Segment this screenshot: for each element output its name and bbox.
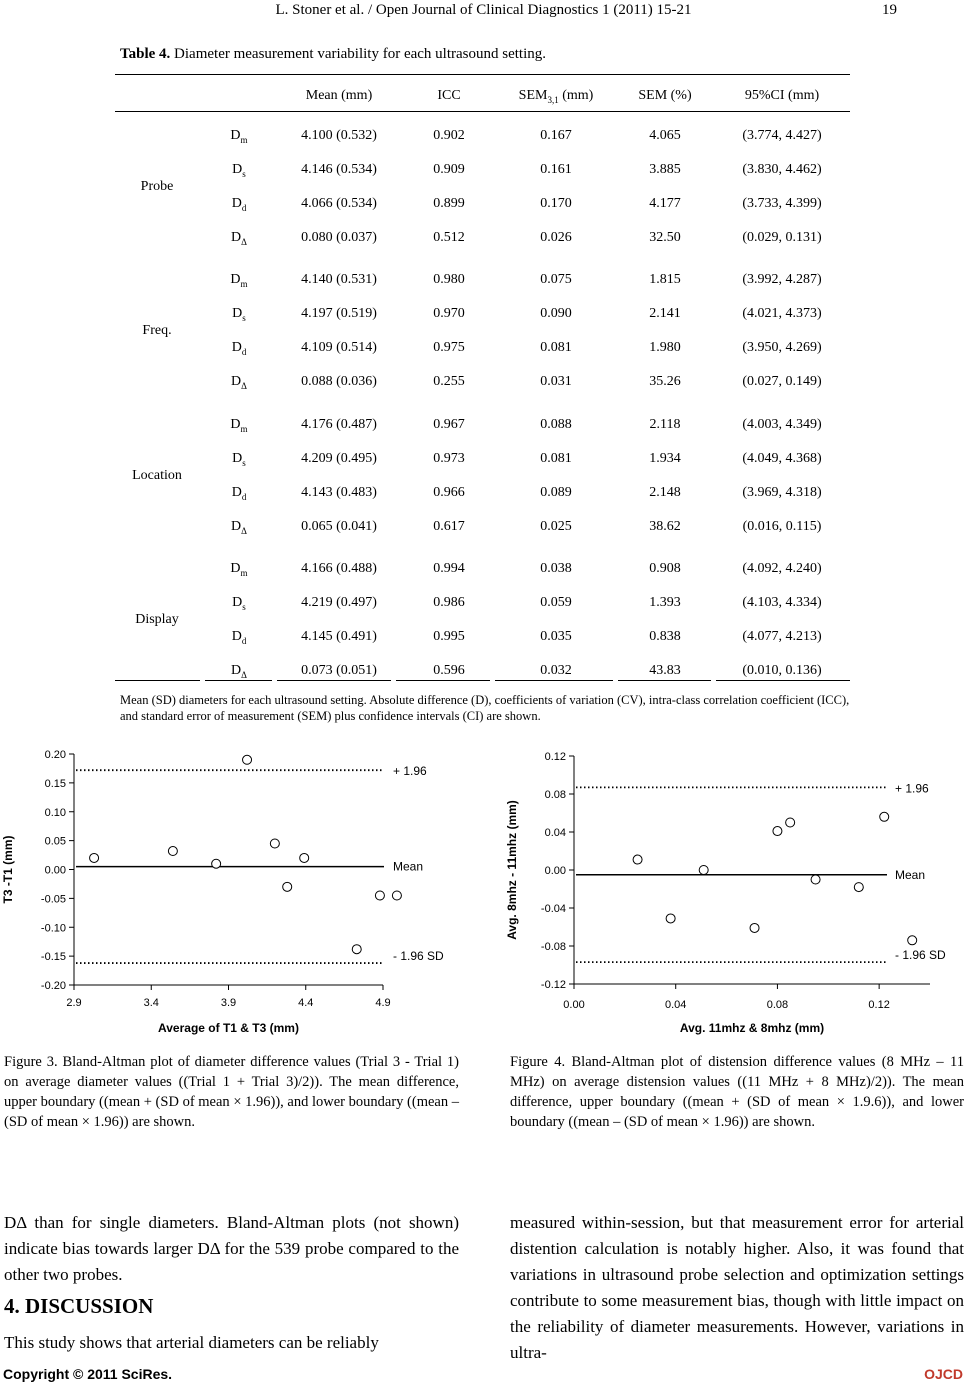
cell-sem-pct: 43.83 xyxy=(649,663,681,678)
footer-journal: OJCD xyxy=(924,1366,963,1382)
row-measure-sub: m xyxy=(240,423,248,434)
row-measure-sub: s xyxy=(242,457,246,468)
cell-sem-pct: 32.50 xyxy=(649,230,681,245)
y-tick-label: 0.00 xyxy=(44,864,66,877)
y-tick-label: 0.20 xyxy=(44,749,66,761)
reference-line-label: Mean xyxy=(393,859,424,874)
row-measure xyxy=(232,306,246,323)
footer-copyright: Copyright © 2011 SciRes. xyxy=(3,1366,173,1382)
cell-mean: 0.080 (0.037) xyxy=(301,230,377,245)
data-point xyxy=(283,882,292,891)
cell-mean: 4.209 (0.495) xyxy=(301,451,377,466)
row-measure xyxy=(232,196,247,213)
data-point xyxy=(908,936,917,945)
cell-sem: 0.081 xyxy=(540,451,572,466)
cell-mean: 4.197 (0.519) xyxy=(301,306,377,321)
table-header-rule xyxy=(115,111,850,112)
col-header-sem-base: SEM xyxy=(518,88,548,103)
cell-mean: 4.066 (0.534) xyxy=(301,196,377,211)
group-label: Display xyxy=(135,612,179,627)
cell-icc: 0.512 xyxy=(433,230,465,245)
cell-sem-pct: 35.26 xyxy=(649,374,681,389)
cell-ci: (3.992, 4.287) xyxy=(742,272,822,287)
row-measure-sub: m xyxy=(240,278,248,289)
cell-sem: 0.167 xyxy=(540,128,572,143)
y-tick-label: 0.15 xyxy=(44,777,66,790)
cell-icc: 0.966 xyxy=(433,485,465,500)
table-bottom-rule xyxy=(618,680,711,681)
x-tick-label: 2.9 xyxy=(66,997,82,1009)
cell-ci: (0.027, 0.149) xyxy=(742,374,822,389)
group-label: Location xyxy=(132,468,182,483)
cell-sem: 0.088 xyxy=(540,417,572,432)
cell-icc: 0.970 xyxy=(433,306,465,321)
figure-3-caption: Figure 3. Bland-Altman plot of diameter difference values (Trial 3 - Trial 1) on average diameter values ((Trial 1 + Trial 3)/2)). The mean difference, upper boundary ((mean + (SD of mean × 1.96)), and lower boundary ((mean – (SD of mean × 1.96)) are shown. xyxy=(4,1054,459,1130)
table-bottom-rule xyxy=(115,680,200,681)
cell-ci: (3.733, 4.399) xyxy=(742,196,822,211)
cell-icc: 0.973 xyxy=(433,451,465,466)
cell-sem: 0.075 xyxy=(540,272,572,287)
data-point xyxy=(666,914,675,923)
row-measure-sub: Δ xyxy=(241,380,247,391)
reference-line-label: - 1.96 SD xyxy=(393,949,444,964)
cell-sem: 0.031 xyxy=(540,374,572,389)
x-tick-label: 4.9 xyxy=(375,997,391,1009)
row-measure-sub: m xyxy=(240,567,248,578)
left-column-text: DΔ than for single diameters. Bland-Altman plots (not shown) indicate bias towards larger DΔ for the 539 probe compared to the other two probes. xyxy=(4,1213,459,1284)
row-measure-base: D xyxy=(231,629,242,644)
row-measure-sub: Δ xyxy=(241,236,247,247)
row-measure-base: D xyxy=(231,663,242,678)
cell-sem: 0.170 xyxy=(540,196,572,211)
row-measure xyxy=(231,519,247,536)
row-measure-sub: Δ xyxy=(241,669,247,680)
row-measure-sub: Δ xyxy=(241,525,247,536)
y-tick-label: -0.20 xyxy=(40,980,66,992)
cell-icc: 0.617 xyxy=(433,519,465,534)
row-measure-sub: d xyxy=(241,491,247,502)
cell-sem: 0.081 xyxy=(540,340,572,355)
cell-sem-pct: 0.838 xyxy=(649,629,681,644)
col-header-sem-sub: 3,1 xyxy=(547,94,559,105)
data-point xyxy=(168,847,177,856)
col-header-mean: Mean (mm) xyxy=(305,88,373,103)
data-point xyxy=(270,839,279,848)
row-measure xyxy=(232,595,246,612)
row-measure xyxy=(230,272,247,289)
row-measure-base: D xyxy=(232,451,243,466)
y-axis-label: Avg. 8mhz - 11mhz (mm) xyxy=(505,800,519,940)
row-measure-base: D xyxy=(232,306,243,321)
row-measure-sub: d xyxy=(241,635,247,646)
x-tick-label: 4.4 xyxy=(298,997,314,1009)
cell-sem-pct: 1.393 xyxy=(649,595,681,610)
y-tick-label: -0.05 xyxy=(40,893,66,906)
cell-sem-pct: 0.908 xyxy=(649,561,681,576)
reference-line-label: Mean xyxy=(895,867,926,882)
row-measure-base: D xyxy=(231,519,242,534)
cell-ci: (3.969, 4.318) xyxy=(742,485,822,500)
cell-ci: (0.010, 0.136) xyxy=(742,663,822,678)
row-measure-base: D xyxy=(232,162,243,177)
cell-icc: 0.967 xyxy=(433,417,465,432)
y-tick-label: 0.12 xyxy=(544,751,566,763)
row-measure xyxy=(232,451,246,468)
x-tick-label: 0.00 xyxy=(563,999,585,1011)
cell-mean: 0.065 (0.041) xyxy=(301,519,377,534)
y-tick-label: -0.10 xyxy=(40,922,66,935)
cell-mean: 4.176 (0.487) xyxy=(301,417,377,432)
cell-mean: 4.100 (0.532) xyxy=(301,128,377,143)
row-measure-base: D xyxy=(230,561,241,576)
x-tick-label: 0.12 xyxy=(868,999,890,1011)
cell-ci: (3.774, 4.427) xyxy=(742,128,822,143)
y-tick-label: 0.04 xyxy=(544,827,566,839)
cell-icc: 0.899 xyxy=(433,196,465,211)
data-point xyxy=(699,866,708,875)
cell-ci: (4.049, 4.368) xyxy=(742,451,822,466)
row-measure-base: D xyxy=(230,272,241,287)
row-measure-sub: d xyxy=(241,202,247,213)
cell-sem-pct: 2.141 xyxy=(649,306,681,321)
figure-4-plot xyxy=(490,742,967,1042)
row-measure-base: D xyxy=(231,230,242,245)
cell-sem-pct: 3.885 xyxy=(649,162,681,177)
data-point xyxy=(750,923,759,932)
cell-ci: (4.077, 4.213) xyxy=(742,629,822,644)
data-point xyxy=(633,855,642,864)
cell-sem: 0.038 xyxy=(540,561,572,576)
cell-ci: (4.092, 4.240) xyxy=(742,561,822,576)
cell-icc: 0.902 xyxy=(433,128,465,143)
row-measure-base: D xyxy=(231,374,242,389)
cell-icc: 0.986 xyxy=(433,595,465,610)
data-point xyxy=(300,853,309,862)
row-measure-base: D xyxy=(230,128,241,143)
row-measure-base: D xyxy=(232,595,243,610)
cell-sem: 0.026 xyxy=(540,230,572,245)
cell-mean: 0.088 (0.036) xyxy=(301,374,377,389)
data-point xyxy=(880,812,889,821)
table-bottom-rule xyxy=(205,680,272,681)
col-header-icc: ICC xyxy=(437,88,461,103)
table-bottom-rule xyxy=(716,680,850,681)
cell-sem-pct: 4.065 xyxy=(649,128,681,143)
y-tick-label: -0.04 xyxy=(540,903,566,915)
row-measure xyxy=(230,128,247,145)
cell-sem-pct: 1.815 xyxy=(649,272,681,287)
cell-mean: 4.140 (0.531) xyxy=(301,272,377,287)
cell-sem-pct: 1.934 xyxy=(649,451,681,466)
row-measure-base: D xyxy=(230,417,241,432)
row-measure xyxy=(231,663,247,680)
row-measure xyxy=(231,230,247,247)
cell-sem: 0.035 xyxy=(540,629,572,644)
data-point xyxy=(243,755,252,764)
discussion-heading: 4. DISCUSSION xyxy=(4,1294,154,1318)
x-axis-label: Average of T1 & T3 (mm) xyxy=(158,1021,299,1035)
row-measure xyxy=(230,417,247,434)
cell-mean: 4.143 (0.483) xyxy=(301,485,377,500)
group-label: Probe xyxy=(140,179,174,194)
cell-mean: 0.073 (0.051) xyxy=(301,663,377,678)
reference-line-label: + 1.96 xyxy=(895,781,929,796)
row-measure-sub: s xyxy=(242,601,246,612)
cell-sem: 0.025 xyxy=(540,519,572,534)
cell-mean: 4.109 (0.514) xyxy=(301,340,377,355)
row-measure-sub: s xyxy=(242,168,246,179)
cell-mean: 4.145 (0.491) xyxy=(301,629,377,644)
cell-sem-pct: 4.177 xyxy=(649,196,681,211)
cell-ci: (0.029, 0.131) xyxy=(742,230,822,245)
y-tick-label: 0.05 xyxy=(44,835,66,848)
row-measure-base: D xyxy=(231,340,242,355)
cell-sem-pct: 38.62 xyxy=(649,519,681,534)
reference-line-label: - 1.96 SD xyxy=(895,948,946,963)
row-measure xyxy=(232,162,246,179)
row-measure-base: D xyxy=(231,196,242,211)
cell-sem-pct: 2.118 xyxy=(649,417,681,432)
cell-icc: 0.995 xyxy=(433,629,465,644)
cell-icc: 0.255 xyxy=(433,374,465,389)
cell-mean: 4.146 (0.534) xyxy=(301,162,377,177)
cell-ci: (0.016, 0.115) xyxy=(742,519,822,534)
right-column-text: measured within-session, but that measurement error for arterial distention calculation is notably higher. Also, it was found that variations in ultrasound probe selection and optimization settings contribute to some measurement bias, though with little impact on the reliability of diameter measurements. However, variations in ultra- xyxy=(510,1213,964,1362)
table-bottom-rule xyxy=(277,680,391,681)
cell-ci: (3.830, 4.462) xyxy=(742,162,822,177)
y-axis-label: T3 -T1 (mm) xyxy=(1,835,15,904)
figure-4-chart xyxy=(505,751,946,1035)
data-point xyxy=(392,891,401,900)
cell-icc: 0.980 xyxy=(433,272,465,287)
x-tick-label: 3.9 xyxy=(220,997,237,1009)
figure-3-plot xyxy=(0,742,470,1042)
cell-sem: 0.089 xyxy=(540,485,572,500)
data-point xyxy=(90,853,99,862)
row-measure xyxy=(232,340,247,357)
row-measure xyxy=(230,561,247,578)
table-note: Mean (SD) diameters for each ultrasound setting. Absolute difference (D), coefficients of variation (CV), intra-class correlation coefficient (ICC), and standard error of measurement (SEM) plus confidence intervals (CI) are shown. xyxy=(120,693,850,723)
y-tick-label: -0.08 xyxy=(540,941,566,953)
data-point xyxy=(352,945,361,954)
cell-icc: 0.596 xyxy=(433,663,465,678)
x-tick-label: 0.08 xyxy=(766,999,789,1011)
group-label: Freq. xyxy=(142,323,172,338)
row-measure-sub: s xyxy=(242,312,246,323)
x-tick-label: 0.04 xyxy=(665,999,687,1011)
row-measure xyxy=(232,629,247,646)
row-measure-sub: m xyxy=(240,134,248,145)
data-point xyxy=(786,818,795,827)
cell-sem-pct: 2.148 xyxy=(649,485,681,500)
running-head: L. Stoner et al. / Open Journal of Clinical Diagnostics 1 (2011) 15-21 xyxy=(275,2,692,18)
figure-3-chart xyxy=(1,749,444,1035)
y-tick-label: -0.15 xyxy=(40,951,66,964)
cell-ci: (3.950, 4.269) xyxy=(742,340,822,355)
cell-ci: (4.103, 4.334) xyxy=(742,595,822,610)
col-header-sem-unit: (mm) xyxy=(558,88,594,103)
data-point xyxy=(212,859,221,868)
col-header-sem xyxy=(519,88,594,105)
cell-sem: 0.161 xyxy=(540,162,572,177)
cell-icc: 0.909 xyxy=(433,162,465,177)
reference-line-label: + 1.96 xyxy=(393,764,427,779)
data-point xyxy=(773,827,782,836)
table-caption xyxy=(120,46,546,63)
table-bottom-rule xyxy=(396,680,490,681)
cell-mean: 4.166 (0.488) xyxy=(301,561,377,576)
col-header-sem-pct: SEM (%) xyxy=(638,88,692,103)
table-bottom-rule xyxy=(495,680,613,681)
cell-sem: 0.090 xyxy=(540,306,572,321)
col-header-ci: 95%CI (mm) xyxy=(744,88,820,103)
cell-icc: 0.994 xyxy=(433,561,465,576)
cell-icc: 0.975 xyxy=(433,340,465,355)
x-axis-label: Avg. 11mhz & 8mhz (mm) xyxy=(679,1021,825,1035)
data-point xyxy=(854,883,863,892)
discussion-text: This study shows that arterial diameters can be reliably xyxy=(4,1333,379,1352)
cell-mean: 4.219 (0.497) xyxy=(301,595,377,610)
row-measure xyxy=(232,485,247,502)
cell-ci: (4.003, 4.349) xyxy=(742,417,822,432)
table-caption-text: Diameter measurement variability for each ultrasound setting. xyxy=(170,46,546,62)
row-measure-sub: d xyxy=(241,346,247,357)
data-point xyxy=(375,891,384,900)
page-number: 19 xyxy=(882,2,897,18)
y-tick-label: 0.08 xyxy=(544,789,566,801)
y-tick-label: -0.12 xyxy=(540,979,566,991)
data-point xyxy=(811,875,820,884)
x-tick-label: 3.4 xyxy=(143,997,159,1009)
figure-4-caption: Figure 4. Bland-Altman plot of distension difference values (8 MHz – 11 MHz) on average distension values ((11 MHz + 8 MHz)/2)). The mean difference, upper boundary ((mean + (SD of mean × 1.9.6)), and lower boundary ((mean – (SD of mean × 1.96)) are shown. xyxy=(510,1054,964,1130)
cell-sem-pct: 1.980 xyxy=(649,340,681,355)
cell-sem: 0.032 xyxy=(540,663,572,678)
y-tick-label: 0.00 xyxy=(544,865,566,877)
row-measure xyxy=(231,374,247,391)
table-caption-label: Table 4. xyxy=(120,46,171,62)
row-measure-base: D xyxy=(231,485,242,500)
cell-ci: (4.021, 4.373) xyxy=(742,306,822,321)
cell-sem: 0.059 xyxy=(540,595,572,610)
table-top-rule xyxy=(115,74,850,75)
y-tick-label: 0.10 xyxy=(44,806,66,819)
